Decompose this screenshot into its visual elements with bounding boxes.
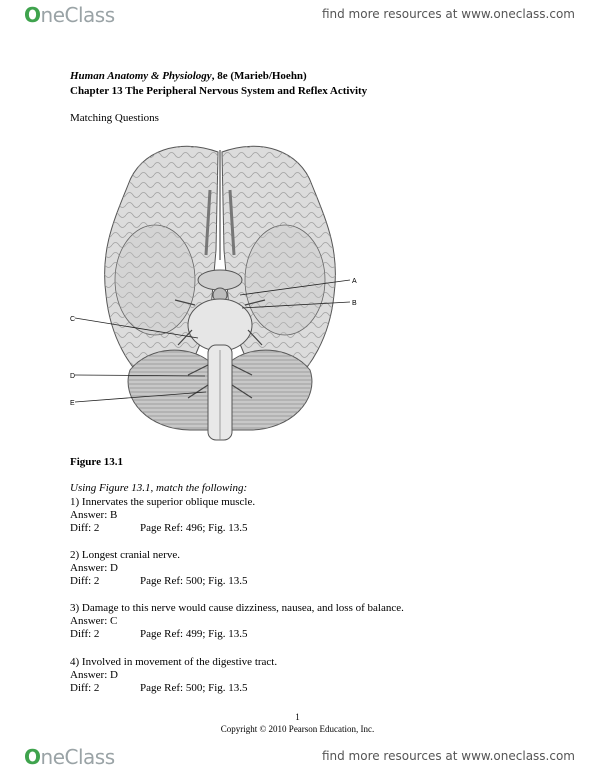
label-a: A [352, 278, 357, 285]
question-1-text: 1) Innervates the superior oblique muscle. [70, 496, 256, 508]
question-3-text: 3) Damage to this nerve would cause dizziness, nausea, and loss of balance. [70, 602, 404, 614]
logo-initial: O [24, 3, 41, 27]
question-4-diff: Diff: 2 [70, 682, 100, 694]
question-3-pageref: Page Ref: 499; Fig. 13.5 [140, 628, 248, 640]
question-1-pageref: Page Ref: 496; Fig. 13.5 [140, 522, 248, 534]
question-3-diff: Diff: 2 [70, 628, 100, 640]
question-1-answer: Answer: B [70, 509, 118, 521]
question-4-text: 4) Involved in movement of the digestive tract. [70, 656, 278, 668]
pons [188, 299, 252, 351]
label-c: C [70, 316, 76, 323]
book-edition: , 8e (Marieb/Hoehn) [211, 70, 307, 82]
brain-inferior-view-figure [70, 130, 370, 445]
optic-chiasma [198, 270, 242, 290]
section-heading: Matching Questions [70, 112, 159, 124]
question-2-diff: Diff: 2 [70, 575, 100, 587]
header-link[interactable]: find more resources at www.oneclass.com [321, 7, 575, 21]
oneclass-logo[interactable] [24, 3, 115, 27]
question-2-pageref: Page Ref: 500; Fig. 13.5 [140, 575, 248, 587]
logo-text: neClass [40, 3, 115, 27]
figure-caption: Figure 13.1 [70, 456, 123, 468]
chapter-heading: Chapter 13 The Peripheral Nervous System and Reflex Activity [70, 85, 368, 97]
label-d: D [70, 373, 76, 380]
book-title: Human Anatomy & Physiology [70, 70, 212, 82]
logo-initial: O [24, 745, 41, 769]
copyright-notice: Copyright © 2010 Pearson Education, Inc. [220, 724, 375, 734]
footer-bar [0, 742, 595, 770]
question-4-pageref: Page Ref: 500; Fig. 13.5 [140, 682, 248, 694]
label-e: E [70, 400, 75, 407]
question-2-text: 2) Longest cranial nerve. [70, 549, 180, 561]
question-2-answer: Answer: D [70, 562, 118, 574]
instruction-text: Using Figure 13.1, match the following: [70, 482, 248, 494]
question-3-answer: Answer: C [70, 615, 118, 627]
question-4-answer: Answer: D [70, 669, 118, 681]
logo-text: neClass [40, 745, 115, 769]
question-1-diff: Diff: 2 [70, 522, 100, 534]
header-bar [0, 0, 595, 28]
footer-link[interactable]: find more resources at www.oneclass.com [321, 749, 575, 763]
oneclass-logo-footer[interactable] [24, 745, 115, 769]
page-number: 1 [295, 712, 300, 722]
label-b: B [352, 300, 357, 307]
document-title [70, 70, 307, 82]
